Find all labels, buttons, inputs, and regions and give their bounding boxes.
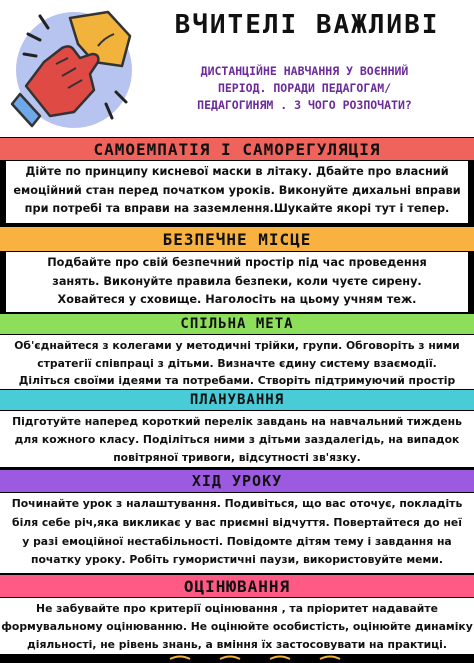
section-heading-safe-place: БЕЗПЕЧНЕ МІСЦЕ	[0, 227, 474, 251]
card-line: Не забувайте про критерії оцінювання , та пріоритет надавайте	[36, 602, 438, 615]
helping-hands-icon	[10, 4, 138, 132]
subtitle-line: ПЕДАГОГИНЯМ . З ЧОГО РОЗПОЧАТИ?	[197, 98, 412, 112]
section-card-common-goal	[0, 335, 474, 389]
card-line: стратегії співпраці з дітьми. Визначте єдину систему взаємодії.	[37, 356, 437, 370]
card-line: Діліться своїми ідеями та потребами. Створіть підтримуючий простір	[18, 374, 456, 387]
poster-subtitle	[142, 63, 467, 114]
section-card-self-empathy	[6, 161, 468, 223]
section-card-lesson-flow	[0, 493, 474, 573]
subtitle-line: ПЕРІОД. ПОРАДИ ПЕДАГОГАМ/	[217, 81, 392, 95]
card-line: біля себе річ,яка викликає у вас приємні відчуття. Повертайтеся до неї	[12, 515, 462, 529]
section-card-safe-place	[6, 252, 468, 312]
card-line: Ховайтеся у сховище. Наголосіть на цьому учням теж.	[57, 293, 417, 306]
card-line: Починайте урок з налаштування. Подивіться, що вас оточує, покладіть	[11, 497, 463, 510]
section-heading-planning: ПЛАНУВАННЯ	[0, 390, 474, 410]
card-line: для кожного класу. Поділіться ними з дітьми заздалегідь, на випадок	[14, 433, 460, 446]
card-line: у разі емоційної нестабільності. Повідомте дітям тему і завдання на	[22, 534, 452, 548]
poster-header	[0, 0, 474, 137]
subtitle-line: ДИСТАНЦІЙНЕ НАВЧАННЯ У ВОЄННИЙ	[200, 64, 409, 78]
poster-title: ВЧИТЕЛІ ВАЖЛИВІ	[174, 10, 440, 40]
section-card-planning	[0, 411, 474, 467]
card-line: початку уроку. Робіть гумористичні паузи, використовуйте меми.	[31, 553, 443, 567]
card-line: формувальному оцінюванню. Не оцінюйте особистість, оцінюйте динаміку	[1, 620, 473, 633]
card-line: діяльності, не рівень знань, а вміння їх застосовувати на практиці.	[27, 638, 447, 651]
section-heading-lesson-flow: ХІД УРОКУ	[0, 470, 474, 492]
card-line: Об'єднайтеся з колегами у методичні трійки, групи. Обговоріть з ними	[14, 339, 460, 352]
card-line: при потребі та вправи на заземлення.Шукайте якорі тут і тепер.	[24, 202, 450, 215]
footer-decoration	[160, 654, 380, 660]
card-line: Дійте по принципу кисневої маски в літаку. Дбайте про власний	[25, 165, 449, 178]
card-line: повітряної тривоги, відсутності зв'язку.	[113, 451, 361, 464]
card-line: Подбайте про свій безпечний простір під час проведення	[47, 256, 427, 269]
card-line: емоційний стан перед початком уроків. Виконуйте дихальні вправи	[13, 183, 461, 197]
card-line: Підготуйте наперед короткий перелік завдань на навчальний тиждень	[12, 415, 462, 428]
section-heading-common-goal: СПІЛЬНА МЕТА	[0, 314, 474, 334]
section-heading-assessment: ОЦІНЮВАННЯ	[0, 575, 474, 597]
card-line: занять. Виконуйте правила безпеки, коли чуєте сирену.	[52, 274, 422, 288]
section-heading-self-empathy: САМОЕМПАТІЯ І САМОРЕГУЛЯЦІЯ	[0, 138, 474, 160]
section-card-assessment	[0, 598, 474, 654]
